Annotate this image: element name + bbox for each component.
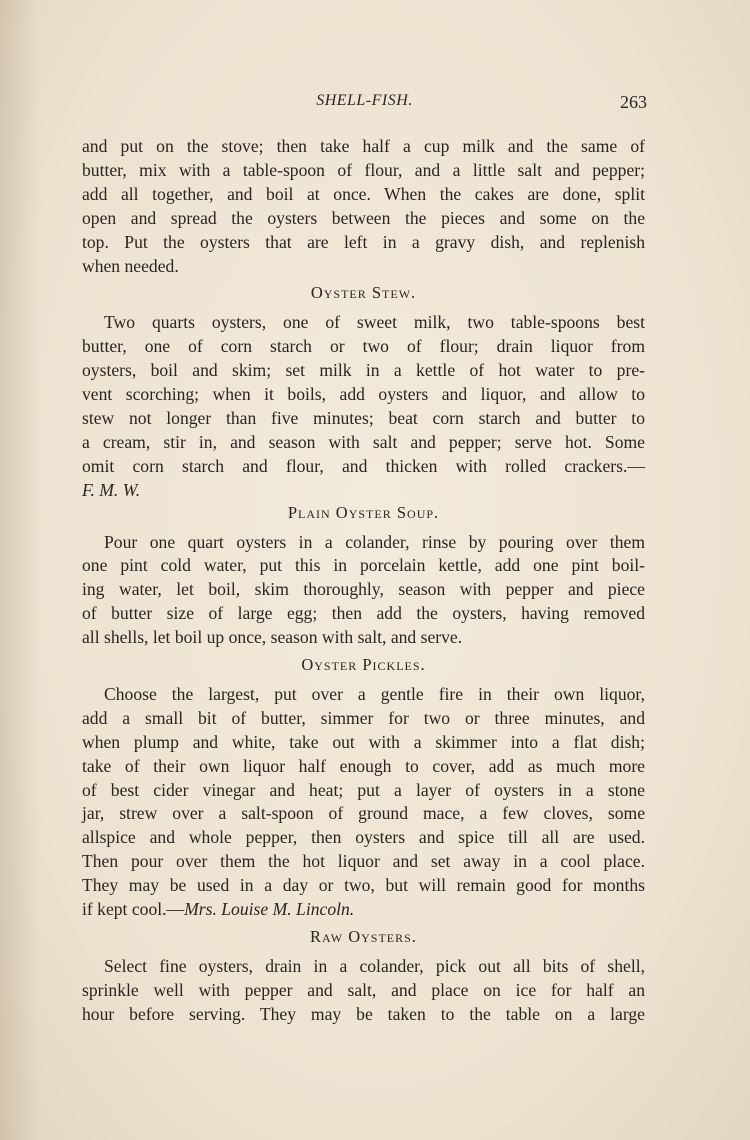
text-line: hour before serving. They may be taken to the table on a large: [82, 1003, 645, 1024]
text-line: stew not longer than five minutes; beat corn starch and butter to: [82, 407, 645, 428]
text-line: a cream, stir in, and season with salt and pepper; serve hot. Some: [82, 431, 645, 452]
text-line: of butter size of large egg; then add the oysters, having removed: [82, 603, 645, 624]
section-title-oyster-stew: Oyster Stew.: [310, 283, 417, 303]
text-line: Pour one quart oysters in a colander, rinse by pouring over them: [104, 531, 645, 552]
raw-oysters-paragraph: [82, 955, 645, 1027]
oyster-pickles-paragraph: [82, 683, 645, 922]
text-line: add a small bit of butter, simmer for two or three minutes, and: [82, 707, 645, 728]
text-line: of best cider vinegar and heat; put a layer of oysters in a stone: [82, 779, 645, 800]
text-line: Then pour over them the hot liquor and set away in a cool place.: [82, 851, 645, 872]
plain-oyster-soup-paragraph: [82, 531, 645, 651]
text-line: when needed.: [82, 255, 179, 276]
text-line: Select fine oysters, drain in a colander, pick out all bits of shell,: [104, 955, 645, 976]
text-line: all shells, let boil up once, season with salt, and serve.: [82, 627, 463, 648]
section-title-raw-oysters: Raw Oysters.: [310, 927, 417, 946]
oyster-stew-paragraph: [82, 311, 645, 502]
text-line: take of their own liquor half enough to cover, add as much more: [82, 755, 645, 776]
section-title-plain-oyster-soup: Plain Oyster Soup.: [287, 502, 440, 522]
text-line: open and spread the oysters between the pieces and some on the: [82, 207, 645, 228]
attribution: F. M. W.: [82, 479, 141, 500]
text-line: oysters, boil and skim; set milk in a kettle of hot water to pre-: [82, 360, 645, 381]
text-line: allspice and whole pepper, then oysters and spice till all are used.: [82, 827, 645, 848]
continuation-paragraph: [82, 135, 645, 278]
section-title-oyster-pickles: Oyster Pickles.: [301, 655, 426, 675]
running-head: [82, 92, 647, 118]
text-line: add all together, and boil at once. When the cakes are done, split: [82, 183, 645, 204]
text-line: butter, mix with a table-spoon of flour, and a little salt and pepper;: [82, 159, 645, 180]
text-line: jar, strew over a salt-spoon of ground mace, a few cloves, some: [82, 803, 645, 824]
text-line: Choose the largest, put over a gentle fire in their own liquor,: [104, 683, 645, 704]
text-line: and put on the stove; then take half a cup milk and the same of: [82, 136, 645, 156]
text-line: sprinkle well with pepper and salt, and place on ice for half an: [82, 979, 645, 1000]
running-title: SHELL-FISH.: [316, 92, 413, 109]
text-line: top. Put the oysters that are left in a gravy dish, and replenish: [82, 231, 645, 252]
text-line: ing water, let boil, skim thoroughly, season with pepper and piece: [82, 579, 645, 600]
text-line: They may be used in a day or two, but will remain good for months: [82, 875, 645, 896]
text-line: when plump and white, take out with a skimmer into a flat dish;: [82, 731, 645, 752]
page-number: 263: [620, 92, 647, 112]
text-line: one pint cold water, put this in porcelain kettle, add one pint boil-: [82, 555, 645, 576]
text-line: omit corn starch and flour, and thicken with rolled crackers.—: [82, 455, 645, 476]
last-line-text: if kept cool.—: [82, 899, 185, 920]
text-line: Two quarts oysters, one of sweet milk, two table-spoons best: [104, 312, 645, 333]
page-body: [82, 135, 645, 1027]
text-line: butter, one of corn starch or two of flour; drain liquor from: [82, 336, 645, 357]
text-line: vent scorching; when it boils, add oysters and liquor, and allow to: [82, 384, 645, 405]
attribution: Mrs. Louise M. Lincoln.: [184, 899, 355, 920]
text-line: [82, 898, 645, 922]
